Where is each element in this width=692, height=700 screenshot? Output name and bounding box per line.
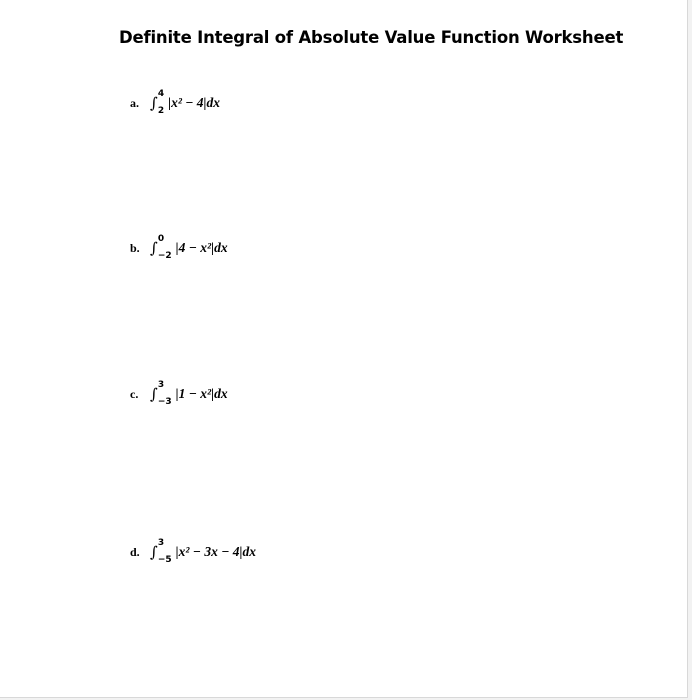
integral-limits <box>157 380 172 407</box>
integrand: |x² − 4| <box>168 95 207 110</box>
upper-limit: 0 <box>157 234 165 244</box>
differential: dx <box>242 544 256 559</box>
problem-a <box>130 89 221 116</box>
lower-limit: −5 <box>157 555 172 565</box>
differential: dx <box>206 95 221 110</box>
worksheet-title: Definite Integral of Absolute Value Function Worksheet <box>119 28 624 47</box>
upper-limit: 3 <box>157 380 165 390</box>
lower-limit: 2 <box>157 106 165 116</box>
problem-label: a. <box>130 95 139 110</box>
integral-limits <box>157 538 172 565</box>
lower-limit: −3 <box>157 397 172 407</box>
problem-label: c. <box>130 386 139 401</box>
problem-label: d. <box>130 544 140 559</box>
upper-limit: 3 <box>157 538 165 548</box>
integral-sign-icon: ∫ <box>150 384 158 403</box>
differential: dx <box>214 240 228 255</box>
integral-expression <box>150 234 228 261</box>
problem-d <box>130 538 256 565</box>
integral-limits <box>157 234 172 261</box>
problem-b <box>130 234 228 261</box>
problem-label: b. <box>130 240 140 255</box>
integral-limits <box>157 89 165 116</box>
integral-expression <box>150 538 256 565</box>
integral-expression <box>150 380 228 407</box>
differential: dx <box>214 386 228 401</box>
integrand: |4 − x²| <box>175 240 215 255</box>
upper-limit: 4 <box>157 89 165 99</box>
integral-sign-icon: ∫ <box>150 238 158 257</box>
lower-limit: −2 <box>157 251 172 261</box>
integrand: |1 − x²| <box>175 386 215 401</box>
problem-c <box>130 380 228 407</box>
integral-sign-icon: ∫ <box>150 542 158 561</box>
integral-sign-icon: ∫ <box>150 93 158 112</box>
integrand: |x² − 3x − 4| <box>175 544 243 559</box>
integral-expression <box>150 89 221 116</box>
